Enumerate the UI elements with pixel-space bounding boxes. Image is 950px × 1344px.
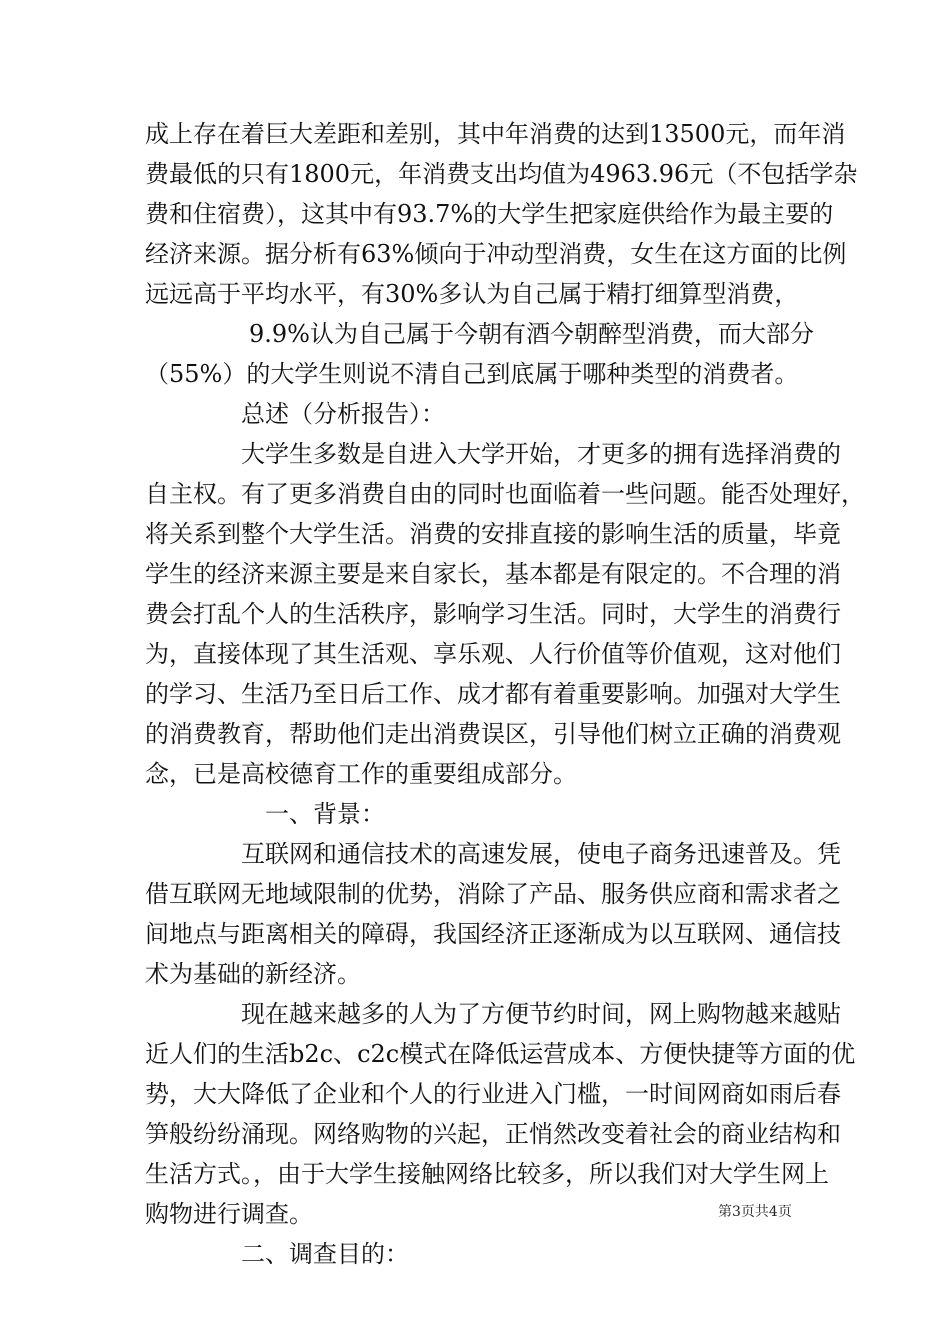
paragraph-1-line-4: 经济来源。据分析有63%倾向于冲动型消费，女生在这方面的比例: [145, 240, 847, 268]
paragraph-4-line-2: 借互联网无地域限制的优势，消除了产品、服务供应商和需求者之: [145, 880, 841, 908]
paragraph-2-line-1: 9.9%认为自己属于今朝有酒今朝醉型消费，而大部分: [249, 320, 814, 348]
paragraph-4-line-4: 术为基础的新经济。: [145, 960, 361, 988]
paragraph-1-line-3: 费和住宿费），这其中有93.7%的大学生把家庭供给作为最主要的: [145, 200, 834, 228]
paragraph-5-line-2: 近人们的生活b2c、c2c模式在降低运营成本、方便快捷等方面的优: [145, 1040, 856, 1068]
paragraph-3-line-6: 为，直接体现了其生活观、享乐观、人行价值等价值观，这对他们: [145, 640, 841, 668]
paragraph-3-line-4: 学生的经济来源主要是来自家长，基本都是有限定的。不合理的消: [145, 560, 841, 588]
paragraph-5-line-4: 笋般纷纷涌现。网络购物的兴起，正悄然改变着社会的商业结构和: [145, 1120, 841, 1148]
paragraph-5-line-1: 现在越来越多的人为了方便节约时间，网上购物越来越贴: [241, 1000, 841, 1028]
paragraph-5-line-3: 势，大大降低了企业和个人的行业进入门槛，一时间网商如雨后春: [145, 1080, 841, 1108]
paragraph-1-line-2: 费最低的只有1800元，年消费支出均值为4963.96元（不包括学杂: [145, 160, 858, 188]
paragraph-3-line-7: 的学习、生活乃至日后工作、成才都有着重要影响。加强对大学生: [145, 680, 841, 708]
paragraph-4-line-1: 互联网和通信技术的高速发展，使电子商务迅速普及。凭: [241, 840, 841, 868]
paragraph-5-line-5: 生活方式。，由于大学生接触网络比较多，所以我们对大学生网上: [145, 1160, 829, 1188]
summary-heading: 总述（分析报告）：: [241, 400, 445, 428]
purpose-heading: 二、调查目的：: [241, 1240, 409, 1268]
paragraph-1-line-1: 成上存在着巨大差距和差别，其中年消费的达到13500元，而年消: [145, 120, 846, 148]
paragraph-1-line-5: 远远高于平均水平，有30%多认为自己属于精打细算型消费，: [145, 280, 799, 308]
paragraph-5-line-6: 购物进行调查。: [145, 1200, 313, 1228]
background-heading: 一、背景：: [265, 800, 385, 828]
paragraph-3-line-9: 念，已是高校德育工作的重要组成部分。: [145, 760, 577, 788]
page-number-footer: 第3页共4页: [718, 1204, 792, 1220]
paragraph-3-line-1: 大学生多数是自进入大学开始，才更多的拥有选择消费的: [241, 440, 841, 468]
paragraph-2-line-2: （55%）的大学生则说不清自己到底属于哪种类型的消费者。: [145, 360, 799, 388]
paragraph-3-line-5: 费会打乱个人的生活秩序，影响学习生活。同时，大学生的消费行: [145, 600, 841, 628]
paragraph-3-line-3: 将关系到整个大学生活。消费的安排直接的影响生活的质量，毕竟: [145, 520, 841, 548]
paragraph-3-line-2: 自主权。有了更多消费自由的同时也面临着一些问题。能否处理好，: [145, 480, 865, 508]
paragraph-4-line-3: 间地点与距离相关的障碍，我国经济正逐渐成为以互联网、通信技: [145, 920, 841, 948]
paragraph-3-line-8: 的消费教育，帮助他们走出消费误区，引导他们树立正确的消费观: [145, 720, 841, 748]
